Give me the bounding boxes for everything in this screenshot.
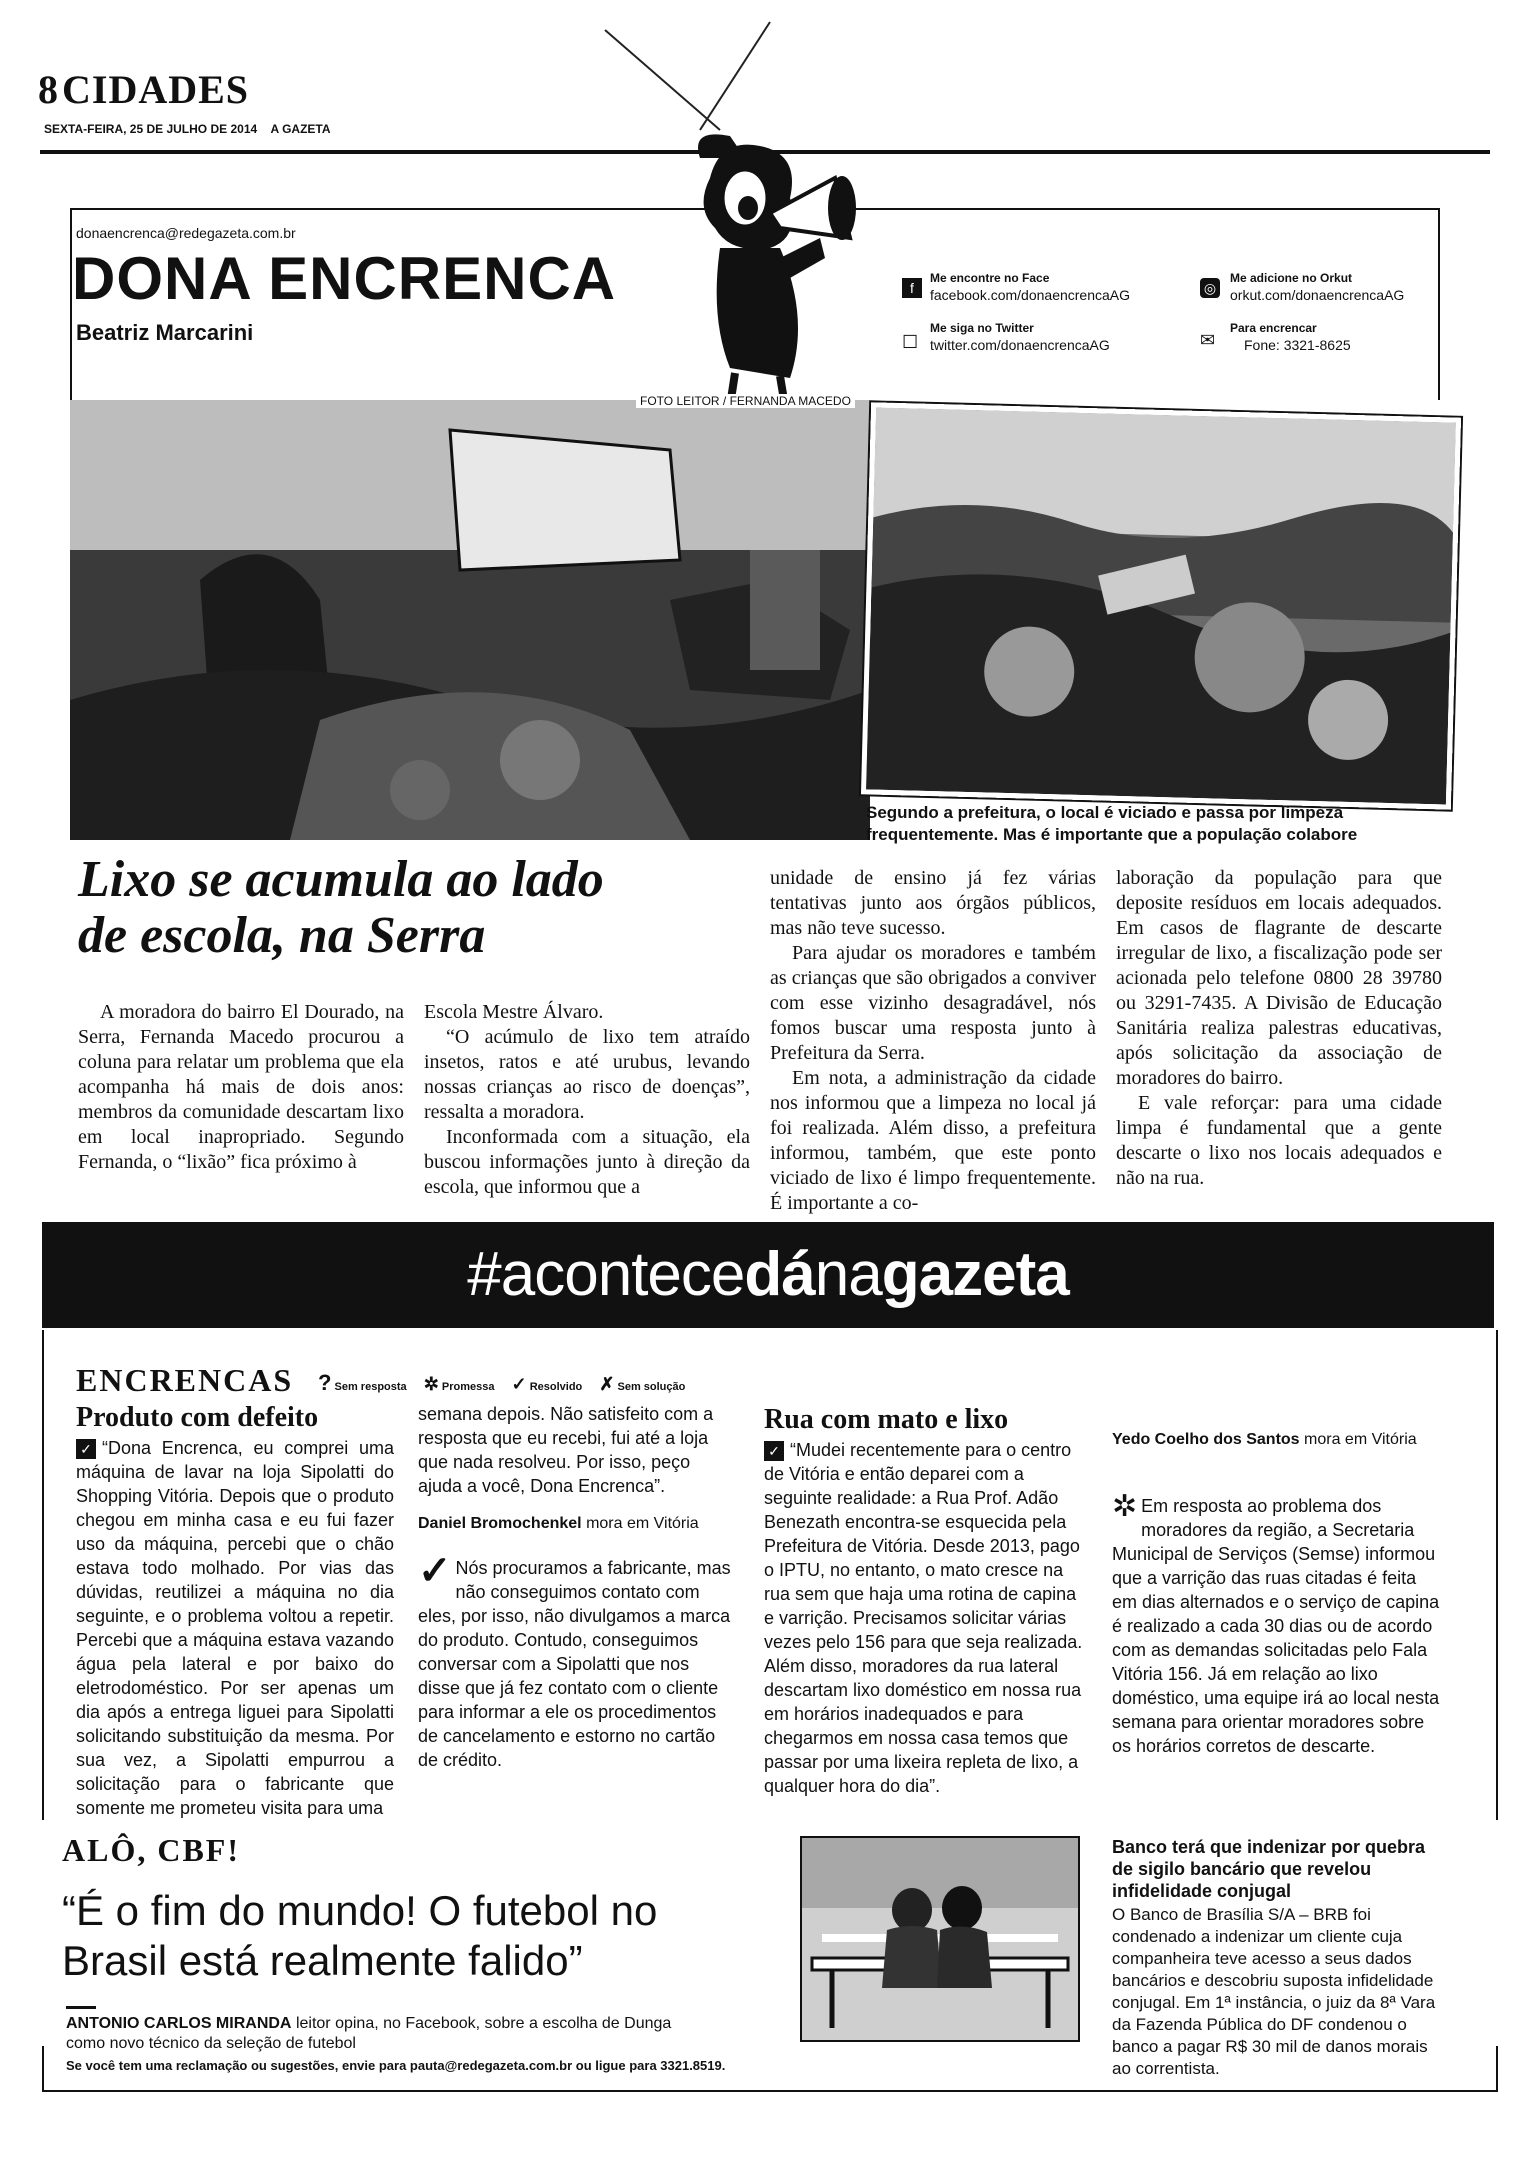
banner-part-bold: dá bbox=[744, 1240, 815, 1309]
legend-label: Promessa bbox=[441, 1381, 495, 1393]
orkut-icon: ◎ bbox=[1200, 278, 1220, 298]
case-2-answer bbox=[1112, 1490, 1442, 1758]
complaint-text: semana depois. Não satisfeito com a resposta que eu recebi, fui até a loja que nada resolveu. Por isso, peço ajuda a você, Dona Encrenca”. bbox=[418, 1404, 714, 1496]
complaint-text: “Mudei recentemente para o centro de Vitória e então deparei com a seguinte realidade: a Rua Prof. Adão Benezath encontra-se esquecida pela Prefeitura de Vitória. Desde 2013, pago o IPTU, no entanto, o mato cresce na rua sem que haja uma rotina de capina e varrição. Precisamos solicitar várias vezes pelo 156 para que seja realizada. Além disso, moradores da rua lateral descartam lixo doméstico em nossa rua em horários inadequados e para chegarmos em nossa casa temos que passar por uma lixeira repleta de lixo, a qualquer hora do dia”. bbox=[764, 1440, 1083, 1796]
column-email: donaencrenca@redegazeta.com.br bbox=[76, 225, 296, 241]
social-phone[interactable] bbox=[1200, 320, 1351, 354]
article-col-3 bbox=[770, 866, 1096, 1216]
dona-encrenca-mascot-illustration bbox=[650, 118, 880, 408]
banner-part: na bbox=[814, 1240, 882, 1309]
photo-credit: FOTO LEITOR / FERNANDA MACEDO bbox=[636, 394, 855, 408]
bank-news-body: O Banco de Brasília S/A – BRB foi condenado a indenizar um cliente cuja companheira teve acesso a seus dados bancários e descobriu suposta infidelidade conjugal. Em 1ª instância, o juiz da 8ª Vara da Fazenda Pública do DF condenou o banco a pagar R$ 30 mil de danos morais ao correntista. bbox=[1112, 1905, 1436, 2078]
footer-text: Se você tem uma reclamação ou sugestões, envie para pauta@redegazeta.com.br ou ligue para 3321.8519. bbox=[66, 2058, 726, 2073]
author-name: ANTONIO CARLOS MIRANDA bbox=[66, 2015, 292, 2032]
social-label: Me siga no Twitter bbox=[930, 321, 1034, 335]
article-headline bbox=[78, 852, 604, 964]
photo-caption bbox=[866, 802, 1357, 846]
article-paragraph: Inconformada com a situação, ela buscou informações junto à direção da escola, que informou que a bbox=[424, 1126, 750, 1198]
case-1-title: Produto com defeito bbox=[76, 1402, 319, 1433]
social-facebook[interactable] bbox=[902, 270, 1130, 304]
legend-symbol-resolved-icon: ✓ bbox=[511, 1374, 527, 1394]
main-photo bbox=[70, 400, 870, 840]
complaint-text: “Dona Encrenca, eu comprei uma máquina de lavar na loja Sipolatti do Shopping Vitória. Depois que o produto chegou em minha casa e eu fui fazer uso da máquina, percebi que o chão estava todo molhado. Por vias das dúvidas, reutilizei a máquina no dia seguinte, e o problema voltou a repetir. Percebi que a máquina estava vazando água pela lateral e por baixo do eletrodoméstico. Por ser apenas um dia após a entrega liguei para Sipolatti solicitando substituição da mesma. Por sua vez, a Sipolatti empurrou a solicitação para o fabricante que somente me prometeu visita para uma bbox=[76, 1438, 394, 1818]
promise-lightbulb-icon: ✲ bbox=[1112, 1490, 1138, 1523]
social-orkut[interactable] bbox=[1200, 270, 1404, 304]
legend-symbol-unsolved-icon: ✗ bbox=[599, 1374, 615, 1394]
column-title: DONA ENCRENCA bbox=[72, 245, 617, 312]
alo-cbf-kicker: ALÔ, CBF! bbox=[62, 1832, 240, 1868]
legend-label: Resolvido bbox=[529, 1381, 583, 1393]
reader-desc: mora em Vitória bbox=[586, 1515, 699, 1532]
legend-label: Sem resposta bbox=[334, 1381, 407, 1393]
hashtag-banner bbox=[42, 1222, 1494, 1328]
dateline bbox=[44, 122, 331, 136]
article-col-4 bbox=[1116, 866, 1442, 1191]
social-label: Para encrencar bbox=[1230, 321, 1317, 335]
social-value: twitter.com/donaencrencaAG bbox=[930, 337, 1110, 353]
case-2-reader bbox=[1112, 1428, 1432, 1452]
twitter-icon: ☐ bbox=[902, 332, 919, 352]
social-twitter[interactable] bbox=[902, 320, 1110, 354]
case-1-complaint-cont bbox=[418, 1402, 736, 1772]
banner-part-bold: gazeta bbox=[881, 1240, 1069, 1309]
status-legend bbox=[318, 1370, 685, 1396]
date-text: SEXTA-FEIRA, 25 DE JULHO DE 2014 bbox=[44, 122, 258, 136]
reader-desc: mora em Vitória bbox=[1304, 1431, 1417, 1448]
article-col-1 bbox=[78, 1000, 404, 1175]
article-paragraph: Para ajudar os moradores e também as crianças que são obrigados a conviver com esse vizinho desagradável, nós fomos buscar uma resposta junto à Prefeitura da Serra. bbox=[770, 942, 1096, 1064]
reader-name: Yedo Coelho dos Santos bbox=[1112, 1431, 1300, 1448]
social-value: orkut.com/donaencrencaAG bbox=[1230, 287, 1405, 303]
legend-symbol-no-answer-icon: ? bbox=[318, 1370, 332, 1395]
article-paragraph: Escola Mestre Álvaro. bbox=[424, 1001, 604, 1023]
section-title: CIDADES bbox=[62, 67, 250, 112]
alo-cbf-quote bbox=[62, 1886, 657, 1986]
reader-name: Daniel Bromochenkel bbox=[418, 1515, 582, 1532]
article-paragraph: unidade de ensino já fez várias tentativas junto aos órgãos públicos, mas não teve sucesso. bbox=[770, 867, 1096, 939]
case-1-complaint bbox=[76, 1436, 394, 1820]
banner-part: #acontece bbox=[467, 1240, 745, 1309]
article-col-2 bbox=[424, 1000, 750, 1200]
social-label: Me encontre no Face bbox=[930, 271, 1050, 285]
checkmark-icon: ✓ bbox=[76, 1439, 96, 1459]
quote-short-rule bbox=[66, 2006, 96, 2009]
case-1-reader bbox=[418, 1512, 736, 1536]
headline-line: de escola, na Serra bbox=[78, 907, 486, 964]
author-desc: como novo técnico da seleção de futebol bbox=[66, 2035, 356, 2052]
article-paragraph: E vale reforçar: para uma cidade limpa é fundamental que a gente descarte o lixo nos locais adequados e não na rua. bbox=[1116, 1092, 1442, 1189]
article-paragraph: A moradora do bairro El Dourado, na Serra, Fernanda Macedo procurou a coluna para relatar um problema que ela acompanha há mais de dois anos: membros da comunidade descartam lixo em local inapropriado. Segundo Fernanda, o “lixão” fica próximo à bbox=[78, 1001, 404, 1173]
encrencas-title: ENCRENCAS bbox=[76, 1362, 294, 1398]
article-paragraph: Em nota, a administração da cidade nos informou que a limpeza no local já foi realizada. Além disso, a prefeitura informou, também, que este ponto viciado de lixo é limpo frequentemente. É importante a co- bbox=[770, 1067, 1096, 1214]
secondary-photo bbox=[861, 402, 1461, 809]
social-value: facebook.com/donaencrencaAG bbox=[930, 287, 1131, 303]
resolved-check-icon: ✓ bbox=[418, 1549, 452, 1593]
answer-text: Em resposta ao problema dos moradores da região, a Secretaria Municipal de Serviços (Semse) informou que a varrição das ruas citadas é feita em dias alternados e o serviço de capina é realizado a cada 30 dias ou de acordo com as demandas solicitadas pelo Fala Vitória 156. Já em relação ao lixo doméstico, uma equipe irá ao local nesta semana para orientar moradores sobre os horários corretos de descarte. bbox=[1112, 1496, 1440, 1756]
column-author: Beatriz Marcarini bbox=[76, 320, 254, 345]
photo-caption-line: Segundo a prefeitura, o local é viciado e passa por limpeza bbox=[866, 803, 1344, 822]
social-label: Me adicione no Orkut bbox=[1230, 271, 1353, 285]
case-2-complaint bbox=[764, 1438, 1088, 1798]
bank-news-headline: Banco terá que indenizar por quebra de sigilo bancário que revelou infidelidade conjugal bbox=[1112, 1837, 1426, 1901]
headline-line: Lixo se acumula ao lado bbox=[78, 851, 604, 908]
couple-bench-photo bbox=[800, 1836, 1080, 2042]
legend-label: Sem solução bbox=[617, 1381, 686, 1393]
photo-caption-line: frequentemente. Mas é importante que a população colabore bbox=[866, 825, 1358, 844]
paper-name: A GAZETA bbox=[270, 122, 331, 136]
article-paragraph: laboração da população para que deposite resíduos em locais adequados. Em casos de flagrante de descarte irregular de lixo, a fiscalização pode ser acionada pelo telefone 0800 28 39780 ou 3291-7435. A Divisão de Educação Sanitária realiza palestras educativas, após solicitação da associação de moradores do bairro. bbox=[1116, 867, 1442, 1089]
social-value: Fone: 3321-8625 bbox=[1244, 337, 1351, 353]
checkmark-icon: ✓ bbox=[764, 1441, 784, 1461]
quote-line: “É o fim do mundo! O futebol no bbox=[62, 1887, 658, 1934]
phone-icon: ✉ bbox=[1200, 330, 1216, 350]
author-desc: leitor opina, no Facebook, sobre a escolha de Dunga bbox=[295, 2015, 672, 2032]
case-2-title: Rua com mato e lixo bbox=[764, 1404, 1009, 1435]
facebook-icon: f bbox=[902, 278, 922, 298]
legend-symbol-promise-icon: ✲ bbox=[423, 1374, 439, 1394]
case-1-answer bbox=[418, 1549, 736, 1772]
quote-line: Brasil está realmente falido” bbox=[62, 1937, 583, 1984]
page-number: 8 bbox=[38, 67, 58, 112]
article-paragraph: “O acúmulo de lixo tem atraído insetos, ratos e até urubus, levando nossas crianças ao risco de doenças”, ressalta a moradora. bbox=[424, 1026, 750, 1123]
answer-text: Nós procuramos a fabricante, mas não conseguimos contato com eles, por isso, não divulgamos a marca do produto. Contudo, conseguimos conversar com a Sipolatti que nos disse que já fez contato com o cliente para informar a ele os procedimentos de cancelamento e estorno no cartão de crédito. bbox=[418, 1558, 731, 1770]
